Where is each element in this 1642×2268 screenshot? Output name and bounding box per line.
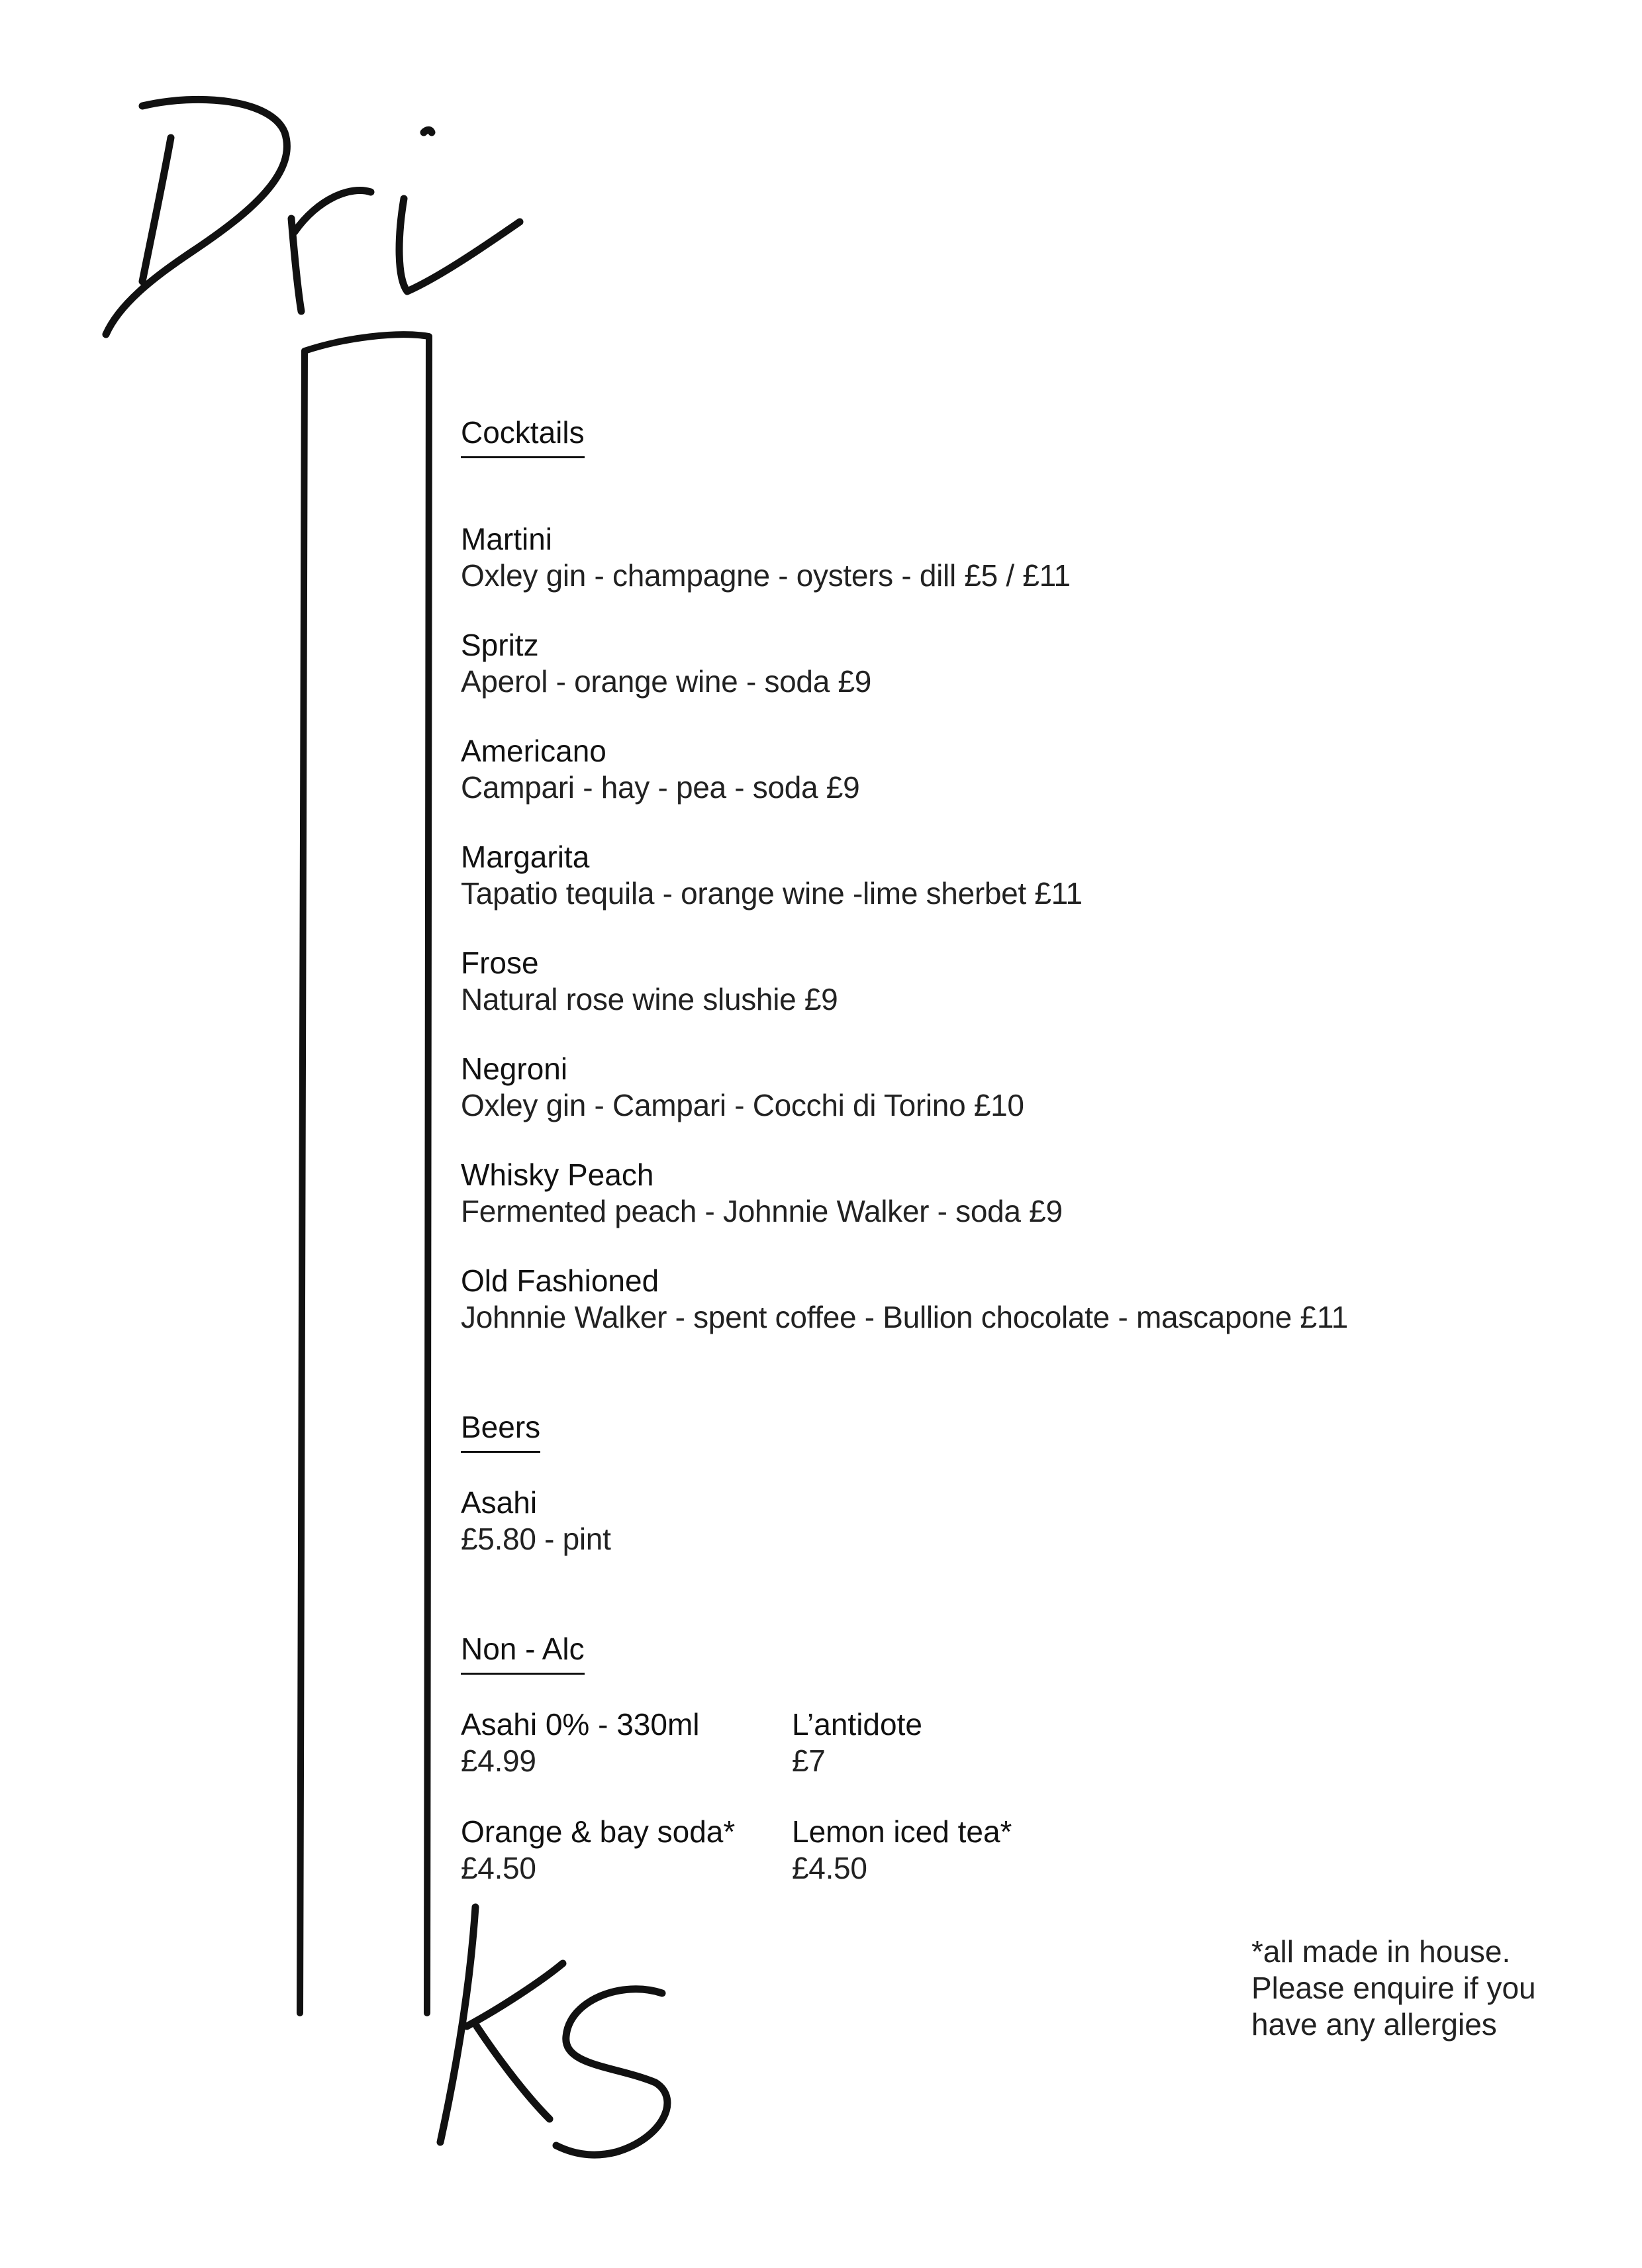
menu-item-lemon-iced-tea <box>792 1814 1123 1887</box>
item-name: Margarita <box>461 840 590 874</box>
menu-item-margarita <box>461 839 1454 912</box>
item-description: Natural rose wine slushie £9 <box>461 982 838 1016</box>
item-description: £5.80 - pint <box>461 1522 611 1556</box>
footnote-line: *all made in house. <box>1251 1934 1511 1969</box>
cocktails-section <box>461 414 1454 1336</box>
item-name: Americano <box>461 734 606 768</box>
item-name: Asahi <box>461 1485 538 1520</box>
allergy-footnote <box>1251 1934 1596 2043</box>
menu-item-asahi-zero <box>461 1706 792 1779</box>
menu-item-whisky-peach <box>461 1157 1454 1230</box>
item-name: Whisky Peach <box>461 1158 654 1192</box>
item-description: Fermented peach - Johnnie Walker - soda £9 <box>461 1194 1063 1228</box>
menu-item-negroni <box>461 1051 1454 1124</box>
logo-letter-r <box>291 191 371 312</box>
logo-letter-s <box>556 1989 667 2155</box>
beers-section <box>461 1408 1454 1557</box>
item-description: £7 <box>792 1744 826 1778</box>
item-description: £4.50 <box>461 1851 536 1885</box>
menu-item-orange-bay-soda <box>461 1814 792 1887</box>
logo-i-dot <box>424 130 432 132</box>
item-name: Old Fashioned <box>461 1263 659 1298</box>
non-alc-heading: Non - Alc <box>461 1630 585 1675</box>
item-name: Lemon iced tea* <box>792 1814 1012 1849</box>
logo-letter-d <box>106 99 287 334</box>
non-alc-section <box>461 1630 1454 1887</box>
item-name: Frose <box>461 946 539 980</box>
menu-item-frose <box>461 945 1454 1018</box>
menu-item-lantidote <box>792 1706 1123 1779</box>
item-description: Tapatio tequila - orange wine -lime sherbet £11 <box>461 876 1083 911</box>
cocktails-heading: Cocktails <box>461 414 585 458</box>
item-description: £4.50 <box>792 1851 867 1885</box>
logo-letter-n <box>300 334 430 2013</box>
menu-item-spritz <box>461 627 1454 700</box>
footnote-line: have any allergies <box>1251 2007 1497 2042</box>
item-name: Orange & bay soda* <box>461 1814 736 1849</box>
item-description: Johnnie Walker - spent coffee - Bullion chocolate - mascapone £11 <box>461 1300 1348 1334</box>
item-description: Oxley gin - Campari - Cocchi di Torino £10 <box>461 1088 1024 1122</box>
beers-heading: Beers <box>461 1408 540 1453</box>
logo-letter-i <box>399 199 520 291</box>
menu-item-martini <box>461 521 1454 594</box>
item-description: Oxley gin - champagne - oysters - dill £5 / £11 <box>461 558 1071 593</box>
menu-item-asahi <box>461 1485 1454 1557</box>
footnote-line: Please enquire if you <box>1251 1971 1536 2005</box>
logo-letter-k <box>440 1907 563 2142</box>
item-name: Asahi 0% - 330ml <box>461 1707 700 1742</box>
item-name: Martini <box>461 522 553 556</box>
menu-item-americano <box>461 733 1454 806</box>
item-name: L’antidote <box>792 1707 922 1742</box>
menu-item-old-fashioned <box>461 1263 1454 1336</box>
item-description: £4.99 <box>461 1744 536 1778</box>
item-name: Spritz <box>461 628 539 662</box>
item-description: Campari - hay - pea - soda £9 <box>461 770 860 805</box>
item-description: Aperol - orange wine - soda £9 <box>461 664 872 699</box>
non-alc-grid <box>461 1706 1454 1887</box>
item-name: Negroni <box>461 1052 568 1086</box>
menu-content <box>461 414 1454 1887</box>
